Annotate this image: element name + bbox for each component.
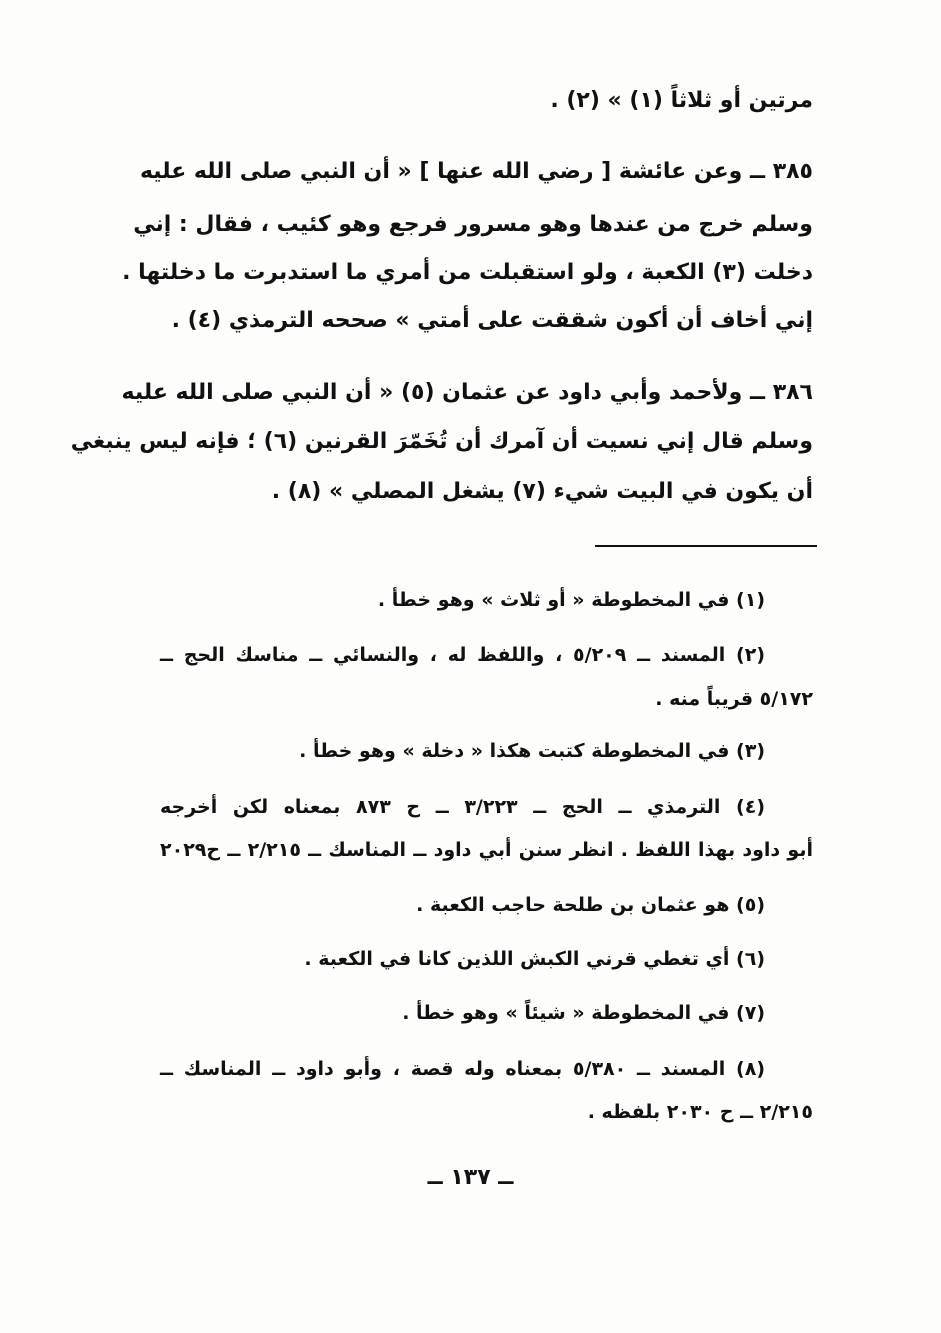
footnote-8-line-1: (٨) المسند ــ ٥/٣٨٠ بمعناه وله قصة ، وأبو داود ــ المناسك ــ [160,1058,765,1080]
footnote-7: (٧) في المخطوطة « شيئاً » وهو خطأ . [402,1002,765,1024]
footnote-8-line-2: ٢/٢١٥ ــ ح ٢٠٣٠ بلفظه . [587,1101,813,1123]
hadith-385-line-2: وسلم خرج من عندها وهو مسرور فرجع وهو كئيب ، فقال : إني [133,212,813,237]
footnote-4-line-2: أبو داود بهذا اللفظ . انظر سنن أبي داود ــ المناسك ــ ٢/٢١٥ ــ ح٢٠٢٩ [160,839,813,861]
hadith-386-line-2: وسلم قال إني نسيت أن آمرك أن تُخَمّرَ القرنين (٦) ؛ فإنه ليس ينبغي [70,429,813,454]
opening-line: مرتين أو ثلاثاً (١) » (٢) . [550,88,813,113]
footnote-6: (٦) أي تغطي قرني الكبش اللذين كانا في الكعبة . [304,948,765,970]
footnote-3: (٣) في المخطوطة كتبت هكذا « دخلة » وهو خطأ . [299,740,765,762]
footnote-5: (٥) هو عثمان بن طلحة حاجب الكعبة . [416,894,765,916]
footnote-4-line-1: (٤) الترمذي ــ الحج ــ ٣/٢٢٣ ــ ح ٨٧٣ بمعناه لكن أخرجه [160,796,765,818]
page-number: ــ ١٣٧ ــ [427,1165,514,1190]
hadith-385-line-1: ٣٨٥ ــ وعن عائشة [ رضي الله عنها ] « أن النبي صلى الله عليه [139,159,813,184]
footnote-2-line-1: (٢) المسند ــ ٥/٢٠٩ ، واللفظ له ، والنسائي ــ مناسك الحج ــ [160,644,766,666]
footnote-1: (١) في المخطوطة « أو ثلاث » وهو خطأ . [377,589,765,611]
hadith-386-line-3: أن يكون في البيت شيء (٧) يشغل المصلي » (٨) . [271,479,813,504]
hadith-385-line-4: إني أخاف أن أكون شققت على أمتي » صححه الترمذي (٤) . [171,308,813,333]
hadith-385-line-3: دخلت (٣) الكعبة ، ولو استقبلت من أمري ما استدبرت ما دخلتها . [122,260,813,285]
hadith-386-line-1: ٣٨٦ ــ ولأحمد وأبي داود عن عثمان (٥) « أن النبي صلى الله عليه [121,380,813,405]
footnote-separator [595,545,817,547]
footnote-2-line-2: ٥/١٧٢ قريباً منه . [655,688,813,710]
